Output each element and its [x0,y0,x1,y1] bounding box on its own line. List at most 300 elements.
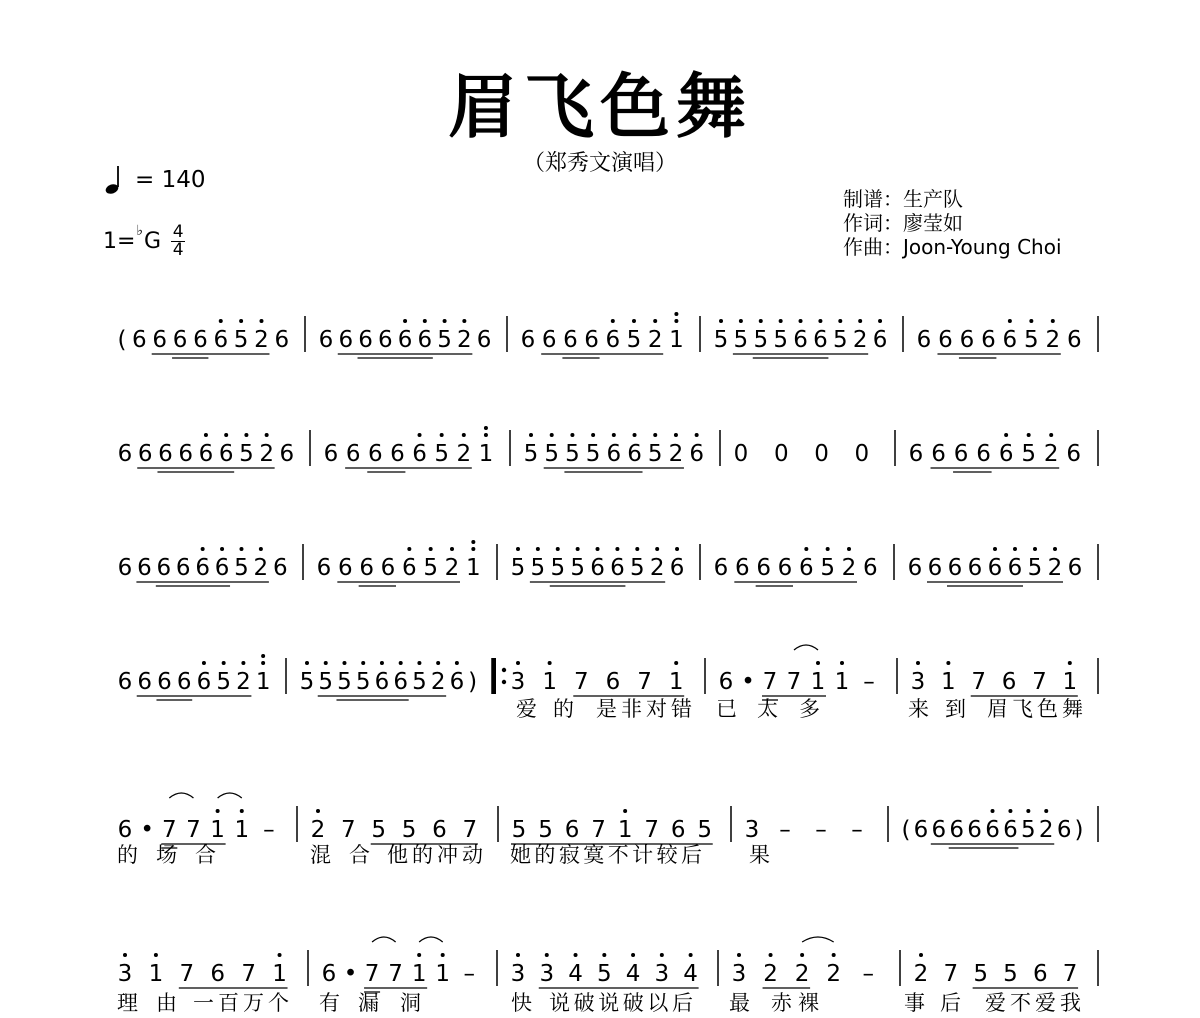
lyric-text: 多 [799,697,820,721]
note: 6 [713,555,729,581]
octave-dot [847,547,851,551]
note: 5 [550,555,566,581]
octave-dot [516,661,520,665]
lyric-text: 有 [319,991,340,1015]
note: 5 [233,327,249,353]
octave-dot [570,433,574,437]
octave-dot [516,547,520,551]
note: 6 [137,441,153,467]
tie-arc [802,937,834,942]
octave-dot [623,809,627,813]
note: 6 [157,669,172,695]
octave-dot [1008,319,1012,323]
note: 6 [1056,817,1072,843]
note: 1 [466,555,481,581]
note: 6 [318,327,334,353]
lyric-text: 说破说破以后 [549,991,693,1015]
note: 1 [234,817,250,843]
octave-dot [516,953,520,957]
note: 2 [236,669,251,695]
note: 6 [402,555,417,581]
note: 5 [647,441,663,467]
octave-dot [259,547,263,551]
note: 2 [1043,441,1059,467]
note: 2 [826,961,841,987]
note: 5 [820,555,835,581]
tie-arc [218,793,242,798]
octave-dot [878,319,882,323]
note: 1 [542,669,557,695]
note: 6 [210,961,226,987]
octave-dot [799,319,803,323]
lyric-text: 的 [553,697,574,721]
key-prefix: 1= [103,229,136,254]
octave-dot [591,433,595,437]
note: 6 [777,555,793,581]
note: 7 [637,669,652,695]
note: 5 [753,327,769,353]
note: 6 [610,555,625,581]
octave-dot [1044,809,1048,813]
note: 6 [178,441,194,467]
octave-dot [1008,809,1012,813]
octave-dot [265,433,269,437]
note: 5 [412,669,427,695]
credit-arranger: 制谱：生产队 [843,187,963,211]
octave-dot [858,319,862,323]
octave-dot [471,547,475,551]
note: 1 [478,441,494,467]
note: 5 [401,817,417,843]
octave-dot [305,661,309,665]
octave-dot [436,661,440,665]
lyric-text: 快 [511,991,532,1015]
note: 6 [669,555,685,581]
credit-composer: 作曲：Joon-Young Choi [843,235,1062,259]
octave-dot [220,547,224,551]
octave-dot [818,319,822,323]
note: 7 [1062,961,1078,987]
lyric-text: 她的寂寞不计较后 [510,843,702,867]
note: 2 [430,669,446,695]
note: 6 [323,441,339,467]
score-system [117,793,1098,867]
note: 5 [239,441,254,467]
note: 6 [279,441,295,467]
note: 6 [606,441,622,467]
note: 7 [462,817,478,843]
note: 6 [367,441,383,467]
note: 0 [733,441,749,467]
note: 7 [186,817,201,843]
note: 7 [364,961,380,987]
note: 6 [981,327,996,353]
note: 2 [913,961,929,987]
note: 6 [793,327,808,353]
note: 5 [596,961,612,987]
note: 2 [647,327,663,353]
note: 6 [907,555,923,581]
note: 6 [338,327,354,353]
lyric-text: 洞 [400,991,421,1015]
note: 6 [987,555,1003,581]
octave-dot [224,433,228,437]
octave-dot [632,319,636,323]
note: 5 [713,327,729,353]
note: 6 [908,441,924,467]
octave-dot [556,547,560,551]
song-title: 眉飞色舞 [448,66,752,148]
octave-dot [123,953,127,957]
octave-dot [615,547,619,551]
octave-dot [548,661,552,665]
lyric-text: 理 [117,991,138,1015]
note: 2 [1038,817,1054,843]
octave-dot [769,953,773,957]
lyric-text: 最 [729,991,750,1015]
octave-dot [241,661,245,665]
octave-dot [244,433,248,437]
note: ) [1074,817,1084,843]
note: 3 [510,961,526,987]
note: 5 [299,669,315,695]
octave-dot [919,953,923,957]
dash-extension: – [779,817,791,843]
note: 7 [762,669,778,695]
note: 6 [998,441,1014,467]
octave-dot [261,661,265,665]
note: 5 [371,817,387,843]
note: 6 [689,441,704,467]
note: 6 [520,327,536,353]
lyric-text: 事 [904,991,925,1015]
lyric-text: 眉飞色舞 [987,697,1083,721]
octave-dot [832,953,836,957]
octave-dot [991,809,995,813]
note: 5 [1021,817,1036,843]
octave-dot [484,433,488,437]
note: 3 [510,669,526,695]
note: 5 [437,327,452,353]
octave-dot [450,547,454,551]
note: 6 [1001,669,1017,695]
note: 6 [345,441,361,467]
note: 6 [985,817,1000,843]
octave-dot [324,661,328,665]
note: 6 [959,327,975,353]
note: 1 [272,961,287,987]
octave-dot [660,953,664,957]
note: 5 [511,817,527,843]
score-system [118,645,1098,721]
note: 3 [117,961,133,987]
note: 5 [523,441,539,467]
note: 6 [338,555,353,581]
note: 6 [605,327,621,353]
note: 6 [931,441,946,467]
octave-dot [840,661,844,665]
octave-dot [674,661,678,665]
note: 1 [669,327,684,353]
note: 6 [967,555,983,581]
note: 6 [1003,817,1018,843]
score-system [118,540,1098,586]
octave-dot [1013,547,1017,551]
note: 5 [510,555,526,581]
lyric-text: 爱 [516,697,537,721]
note: 2 [668,441,684,467]
octave-dot [278,953,282,957]
octave-dot [261,654,265,658]
note: 1 [435,961,451,987]
note: 5 [234,555,249,581]
time-unit: 4 [172,240,184,260]
note: 6 [358,327,373,353]
octave-dot [380,661,384,665]
note: 7 [241,961,256,987]
note: 6 [927,555,943,581]
octave-dot [536,547,540,551]
octave-dot [1068,661,1072,665]
note: 7 [971,669,987,695]
note: 6 [117,817,133,843]
lyric-text: 到 [945,697,966,721]
octave-dot [202,661,206,665]
note: 7 [179,961,195,987]
note: 3 [539,961,555,987]
note: 5 [565,441,580,467]
note: 5 [434,441,449,467]
note: 4 [568,961,583,987]
octave-dot [154,953,158,957]
note: 2 [1047,555,1063,581]
octave-dot [239,319,243,323]
note: 1 [210,817,225,843]
note: ) [468,669,478,695]
octave-dot [545,953,549,957]
note: 6 [214,555,230,581]
octave-dot [423,319,427,323]
octave-dot [1049,433,1053,437]
note: 6 [393,669,409,695]
note: 6 [117,669,133,695]
note: 4 [683,961,698,987]
octave-dot [361,661,365,665]
octave-dot [655,547,659,551]
note: 6 [417,327,433,353]
octave-dot [462,319,466,323]
dash-extension: – [862,961,874,987]
flat-icon: ♭ [136,222,144,239]
lyric-text: 一百万个 [193,991,289,1015]
octave-dot [471,540,475,544]
note: 5 [1027,555,1043,581]
note: 6 [152,327,168,353]
note: 6 [735,555,750,581]
time-beats: 4 [172,222,184,242]
note: 6 [117,555,133,581]
note: 6 [1032,961,1048,987]
note: 6 [949,817,965,843]
note: 3 [910,669,926,695]
octave-dot [635,547,639,551]
octave-dot [611,319,615,323]
note: 2 [254,327,269,353]
dash-extension: – [463,961,475,987]
note: 6 [541,327,557,353]
note: 6 [584,327,599,353]
note: 6 [1066,327,1082,353]
score-system [118,426,1098,472]
note: 5 [585,441,601,467]
octave-dot [417,661,421,665]
note: 5 [538,817,553,843]
note: 6 [947,555,963,581]
note: ( [901,817,911,843]
note: 3 [731,961,747,987]
octave-dot [695,433,699,437]
note: 6 [156,555,172,581]
lyric-text: 场 [156,843,177,867]
octave-dot [529,433,533,437]
octave-dot [674,312,678,316]
note: 5 [1024,327,1039,353]
tie-arc [794,645,818,650]
note: 5 [355,669,371,695]
lyric-text: 合 [349,843,370,867]
note: 5 [973,961,988,987]
note: ( [117,327,127,353]
octave-dot [633,433,637,437]
tempo-value: = 140 [135,167,206,193]
octave-dot [946,661,950,665]
note: 0 [854,441,870,467]
note: 3 [654,961,670,987]
octave-dot [443,319,447,323]
note: 5 [733,327,749,353]
octave-dot [440,433,444,437]
octave-dot [204,433,208,437]
note: 1 [148,961,164,987]
octave-dot [574,953,578,957]
note: 6 [938,327,953,353]
octave-dot [838,319,842,323]
note: 6 [176,669,192,695]
note: 6 [193,327,208,353]
dash-extension: – [863,669,875,695]
note: 6 [563,327,578,353]
note: 6 [137,555,152,581]
note: 7 [591,817,606,843]
credit-lyricist: 作词：廖莹如 [843,211,963,235]
octave-dot [259,319,263,323]
octave-dot [418,433,422,437]
note: 6 [872,327,888,353]
note: 6 [316,555,332,581]
octave-dot [779,319,783,323]
lyric-text: 果 [749,843,770,867]
octave-dot [816,661,820,665]
octave-dot [631,953,635,957]
octave-dot [417,953,421,957]
lyric-text: 漏 [358,991,379,1015]
note: 6 [564,817,580,843]
note: 7 [1032,669,1047,695]
octave-dot [674,319,678,323]
octave-dot [759,319,763,323]
octave-dot [222,661,226,665]
note: 6 [117,441,133,467]
note: 6 [976,441,991,467]
octave-dot [916,661,920,665]
note: 1 [1062,669,1078,695]
key-note: G [144,229,162,254]
octave-dot [804,547,808,551]
octave-dot [653,433,657,437]
octave-dot [719,319,723,323]
note: 5 [530,555,546,581]
octave-dot [993,547,997,551]
note: 2 [794,961,810,987]
lyric-text: 后 [940,991,961,1015]
octave-dot [653,319,657,323]
octave-dot [576,547,580,551]
note: 3 [744,817,760,843]
note: 5 [1021,441,1036,467]
lyric-text: 爱不爱我 [985,991,1081,1015]
note: 1 [810,669,826,695]
note: 6 [380,555,396,581]
octave-dot [441,953,445,957]
note: 6 [377,327,393,353]
note: 6 [1067,555,1083,581]
lyric-text: 的 [117,843,138,867]
octave-dot [403,319,407,323]
tie-arc [419,937,443,942]
note: 5 [626,327,642,353]
octave-dot [737,953,741,957]
repeat-dot [502,680,506,684]
octave-dot [596,547,600,551]
octave-dot [612,433,616,437]
note: 6 [1066,441,1082,467]
octave-dot [1053,547,1057,551]
note: 7 [341,817,356,843]
dash-extension: – [851,817,863,843]
octave-dot [739,319,743,323]
note: 4 [625,961,641,987]
note: 1 [834,669,850,695]
octave-dot [800,953,804,957]
octave-dot [239,547,243,551]
note: 1 [668,669,684,695]
dot-extension: • [140,817,154,843]
lyric-text: 混 [310,843,331,867]
dash-extension: – [263,817,275,843]
octave-dot [674,433,678,437]
note: 6 [953,441,969,467]
note: 5 [544,441,560,467]
note: 5 [629,555,645,581]
note: 6 [813,327,828,353]
lyric-text: 是非对错 [596,697,692,721]
octave-dot [316,809,320,813]
note: 7 [786,669,802,695]
note: 6 [1002,327,1018,353]
note: 6 [272,555,288,581]
octave-dot [201,547,205,551]
dot-extension: • [741,669,755,695]
